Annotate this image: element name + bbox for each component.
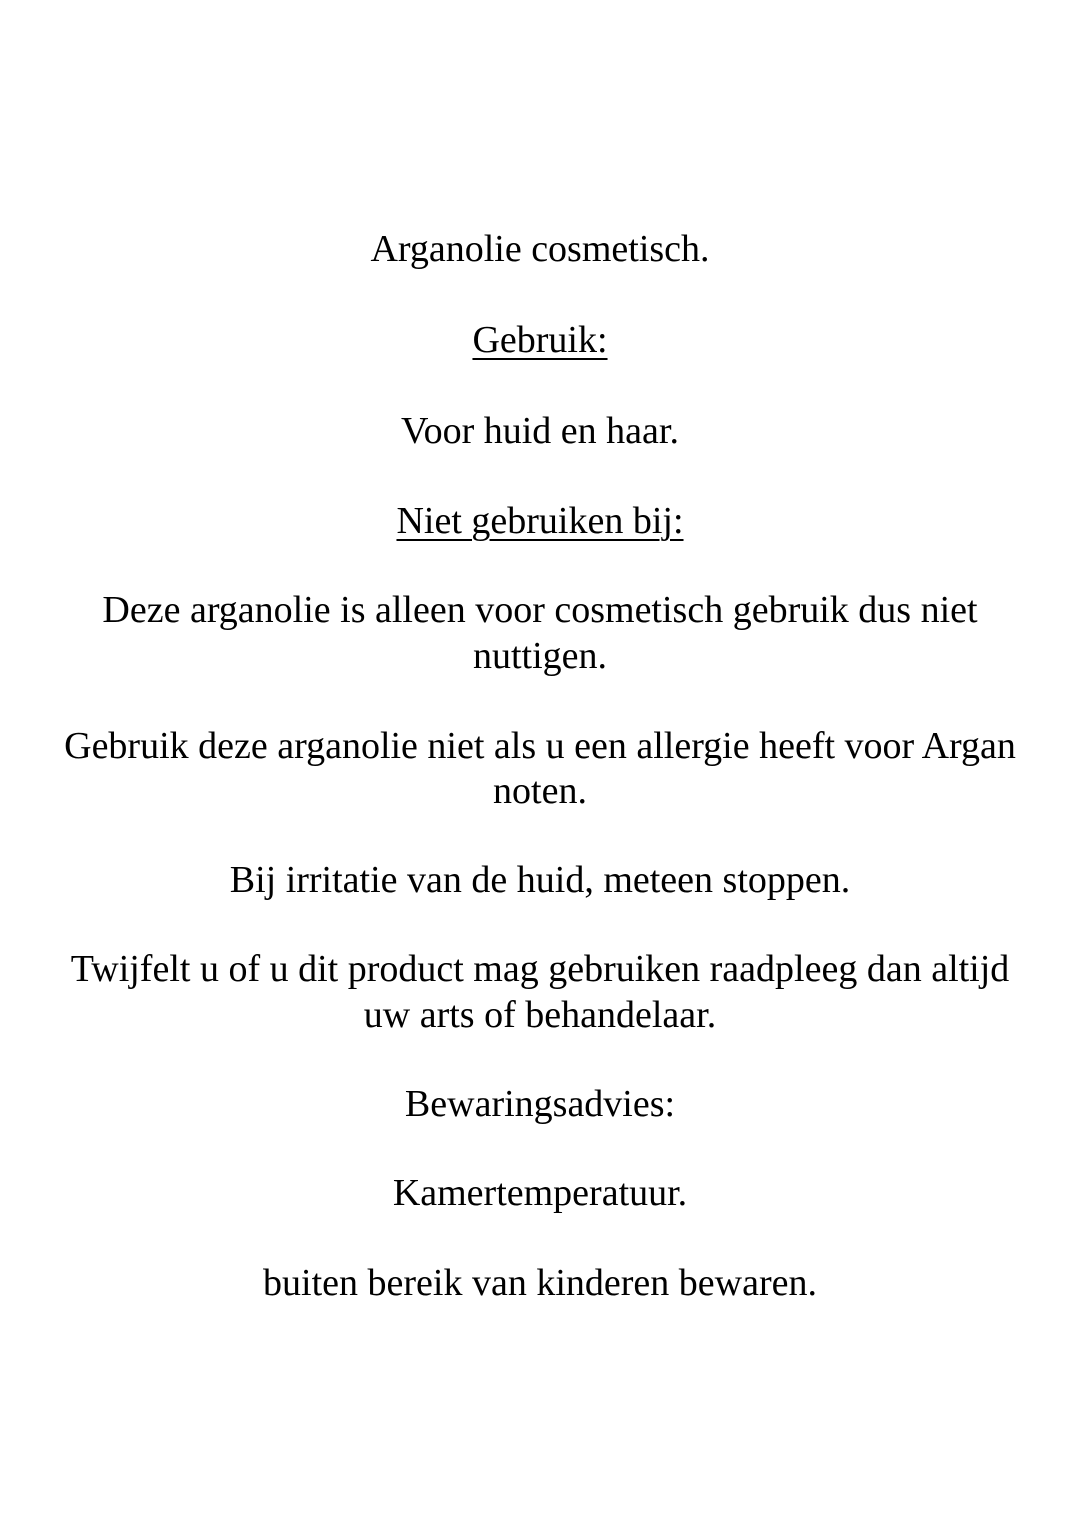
heading-use-text: Gebruik: — [472, 319, 608, 361]
heading-use — [10, 317, 1070, 363]
warning-doubt-line-2: uw arts of behandelaar. — [363, 994, 717, 1036]
warning-allergy-line-2: noten. — [493, 770, 587, 812]
document-title: Arganolie cosmetisch. — [370, 228, 710, 270]
warning-doubt-line-1: Twijfelt u of u dit product mag gebruiken raadpleeg dan altijd — [70, 948, 1010, 990]
heading-not-use — [10, 498, 1070, 544]
warning-cosmetic-line-2: nuttigen. — [472, 635, 608, 677]
use-text: Voor huid en haar. — [401, 410, 679, 452]
warning-irritation: Bij irritatie van de huid, meteen stoppen. — [229, 859, 851, 901]
warning-allergy-line-1: Gebruik deze arganolie niet als u een allergie heeft voor Argan — [64, 725, 1016, 767]
heading-storage: Bewaringsadvies: — [404, 1083, 676, 1125]
storage-temperature: Kamertemperatuur. — [392, 1172, 688, 1214]
storage-children: buiten bereik van kinderen bewaren. — [263, 1262, 817, 1304]
heading-not-use-text: Niet gebruiken bij: — [396, 500, 684, 542]
warning-cosmetic-line-1: Deze arganolie is alleen voor cosmetisch gebruik dus niet — [102, 589, 978, 631]
